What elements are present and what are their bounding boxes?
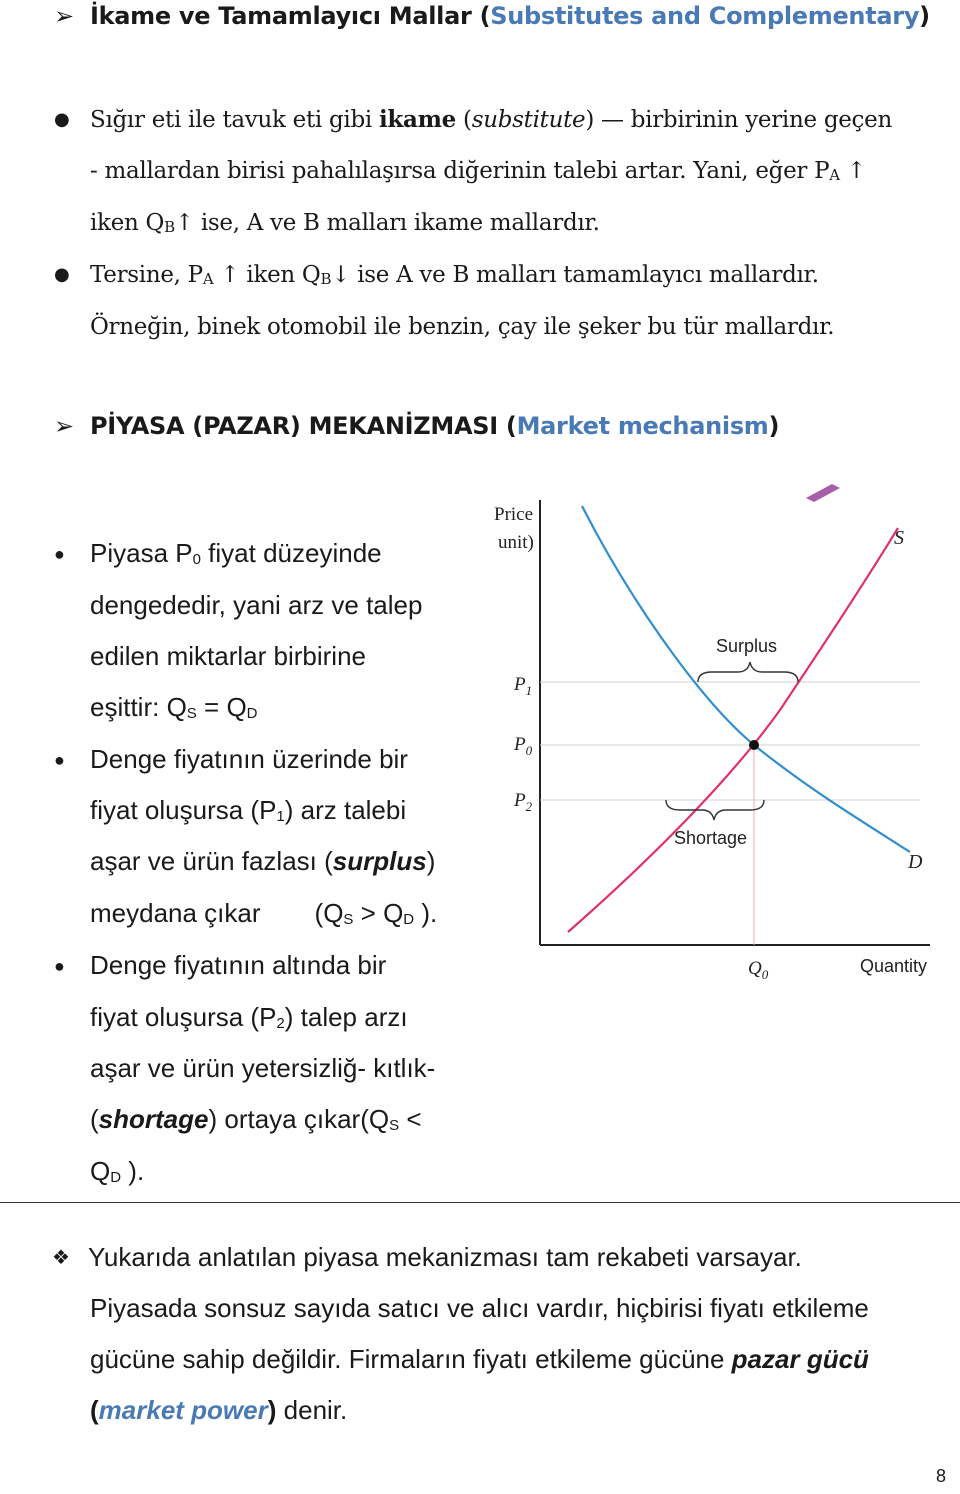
heading-english: Market mechanism [516, 412, 769, 440]
section-divider [0, 1202, 960, 1203]
paragraph-line: ● Denge fiyatının üzerinde bir [54, 744, 408, 774]
heading-close: ) [768, 412, 780, 440]
surplus-label: Surplus [716, 636, 778, 656]
up-arrow-icon: ↑ [174, 210, 194, 236]
q0-label: $Q_0$ [748, 958, 769, 982]
bullet-icon: ● [54, 109, 70, 130]
heading-english: Substitutes and Complementary [490, 2, 920, 30]
paragraph-line: dengededir, yani arz ve talep [90, 590, 423, 620]
bullet-icon: ● [54, 264, 70, 285]
price-axis-label: unit) [498, 532, 534, 553]
section-heading-substitutes [54, 2, 930, 30]
paragraph-line: iken $Q_B↑$ ise, A ve B malları ikame mallardır. [90, 210, 600, 236]
paragraph-line: eşittir: $Q_S = Q_D$ [90, 692, 258, 722]
paragraph-line: Örneğin, binek otomobil ile benzin, çay ile şeker bu tür mallardır. [90, 314, 835, 340]
paragraph-line: ❖ Yukarıda anlatılan piyasa mekanizması tam rekabeti varsayar. [52, 1242, 802, 1272]
page-number: 8 [935, 1466, 946, 1486]
paragraph-line: - mallardan birisi pahalılaşırsa diğerinin talebi artar. Yani, eğer $P_A$ ↑ [90, 158, 866, 184]
surplus-brace [698, 662, 798, 682]
diamond-bullet-icon: ❖ [52, 1247, 70, 1269]
supply-label: S [894, 527, 904, 549]
arrow-bullet-icon: ➢ [54, 2, 74, 30]
p2-label: $P_2$ [514, 790, 533, 814]
paragraph-line: ● Piyasa $P_0$ fiyat düzeyinde [54, 538, 382, 568]
heading-text: İkame ve Tamamlayıcı Mallar ( [90, 2, 491, 30]
paragraph-line: edilen miktarlar birbirine [90, 641, 366, 671]
heading-close: ) [919, 2, 930, 30]
paragraph-line: (market power) denir. [90, 1395, 348, 1425]
demand-label: D [908, 851, 923, 873]
paragraph-line: gücüne sahip değildir. Firmaların fiyatı etkileme gücüne pazar gücü [90, 1344, 869, 1374]
up-arrow-icon: ↑ [846, 158, 866, 184]
paragraph-line: Piyasada sonsuz sayıda satıcı ve alıcı vardır, hiçbirisi fiyatı etkileme [90, 1293, 869, 1323]
decorative-mark [806, 484, 840, 502]
quantity-axis-label: Quantity [860, 956, 928, 976]
paragraph-line: aşar ve ürün yetersizliğ- kıtlık- [90, 1053, 436, 1083]
paragraph-line: $Q_D$ ). [90, 1156, 145, 1186]
equilibrium-point [749, 740, 759, 750]
up-arrow-icon: ↑ [220, 262, 240, 288]
p0-label: $P_0$ [514, 734, 533, 758]
paragraph-line: ● Denge fiyatının altında bir [54, 950, 387, 980]
arrow-bullet-icon: ➢ [54, 412, 74, 440]
paragraph-line: fiyat oluşursa $(P_1)$ arz talebi [90, 795, 407, 825]
paragraph-line: ● Tersine, $P_A$ ↑ iken $Q_B↓$ ise A ve B malları tamamlayıcı mallardır. [54, 262, 819, 288]
heading-text: PİYASA (PAZAR) MEKANİZMASI ( [90, 412, 517, 440]
supply-demand-diagram [480, 480, 950, 1000]
section-heading-market-mechanism [54, 412, 779, 440]
shortage-brace [666, 800, 764, 820]
paragraph-line: fiyat oluşursa $(P_2)$ talep arzı [90, 1002, 408, 1032]
bullet-icon: ● [54, 956, 65, 976]
price-axis-label: Price [494, 504, 534, 525]
bullet-icon: ● [54, 750, 65, 770]
p1-label: $P_1$ [514, 674, 533, 698]
supply-curve [568, 528, 898, 932]
paragraph-line: meydana çıkar ($Q_S > Q_D$ ). [90, 898, 438, 928]
shortage-label: Shortage [674, 828, 748, 848]
paragraph-line: (shortage) ortaya $çıkar(Q_S$ < [90, 1104, 422, 1134]
down-arrow-icon: ↓ [331, 262, 351, 288]
paragraph-line: ● Sığır eti ile tavuk eti gibi ikame (substitute) — birbirinin yerine geçen [54, 106, 892, 133]
bullet-icon: ● [54, 544, 65, 564]
paragraph-line: aşar ve ürün fazlası (surplus) [90, 846, 436, 876]
